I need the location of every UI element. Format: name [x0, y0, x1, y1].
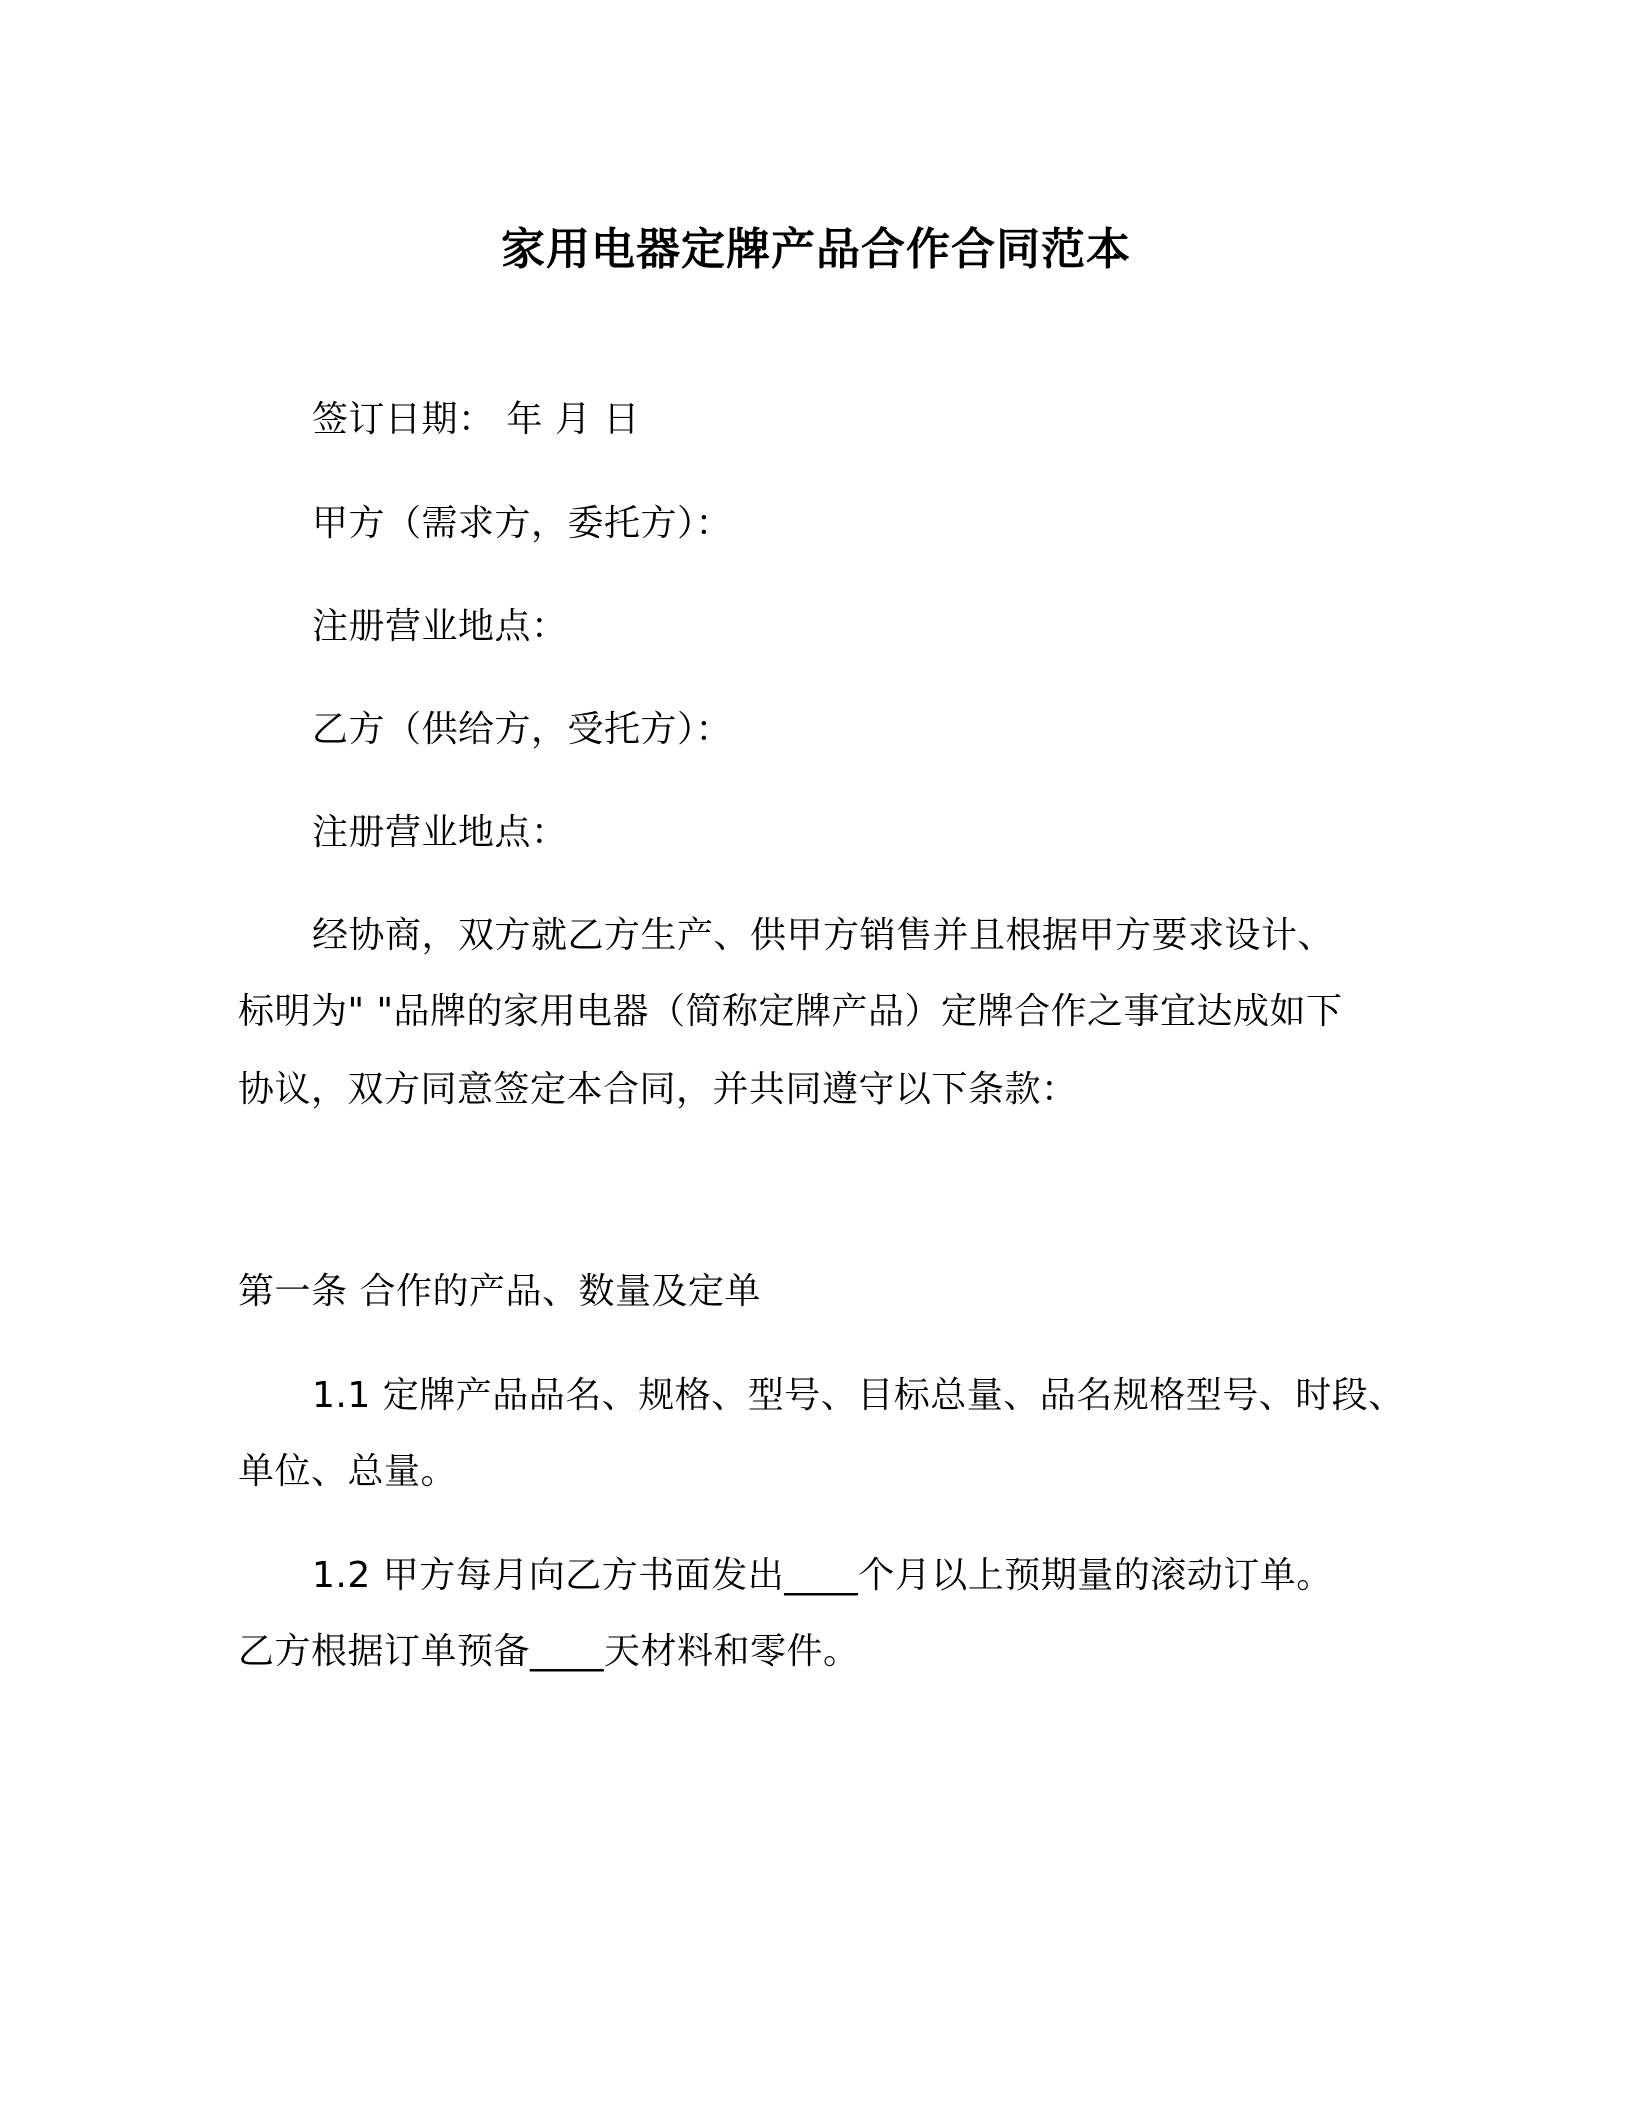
party-b-field: 乙方（供给方，受托方）：: [312, 709, 733, 750]
article-1-heading: 第一条 合作的产品、数量及定单: [238, 1271, 761, 1312]
intro-line-2: 标明为" "品牌的家用电器（简称定牌产品）定牌合作之事宜达成如下: [238, 991, 1343, 1032]
intro-line-3: 协议，双方同意签定本合同，并共同遵守以下条款：: [238, 1069, 1078, 1110]
clause-1-2-line-1: 1.2 甲方每月向乙方书面发出____个月以上预期量的滚动订单。: [312, 1555, 1333, 1596]
clause-1-1-line-1: 1.1 定牌产品品名、规格、型号、目标总量、品名规格型号、时段、: [312, 1375, 1405, 1416]
document-title: 家用电器定牌产品合作合同范本: [501, 224, 1131, 275]
party-a-address-field: 注册营业地点：: [312, 606, 568, 647]
party-a-field: 甲方（需求方，委托方）：: [312, 503, 733, 544]
party-b-address-field: 注册营业地点：: [312, 812, 568, 853]
sign-date-field: 签订日期： 年 月 日: [312, 399, 640, 440]
intro-line-1: 经协商，双方就乙方生产、供甲方销售并且根据甲方要求设计、: [312, 915, 1335, 956]
clause-1-1-line-2: 单位、总量。: [238, 1451, 458, 1492]
clause-1-2-line-2: 乙方根据订单预备____天材料和零件。: [238, 1631, 860, 1672]
